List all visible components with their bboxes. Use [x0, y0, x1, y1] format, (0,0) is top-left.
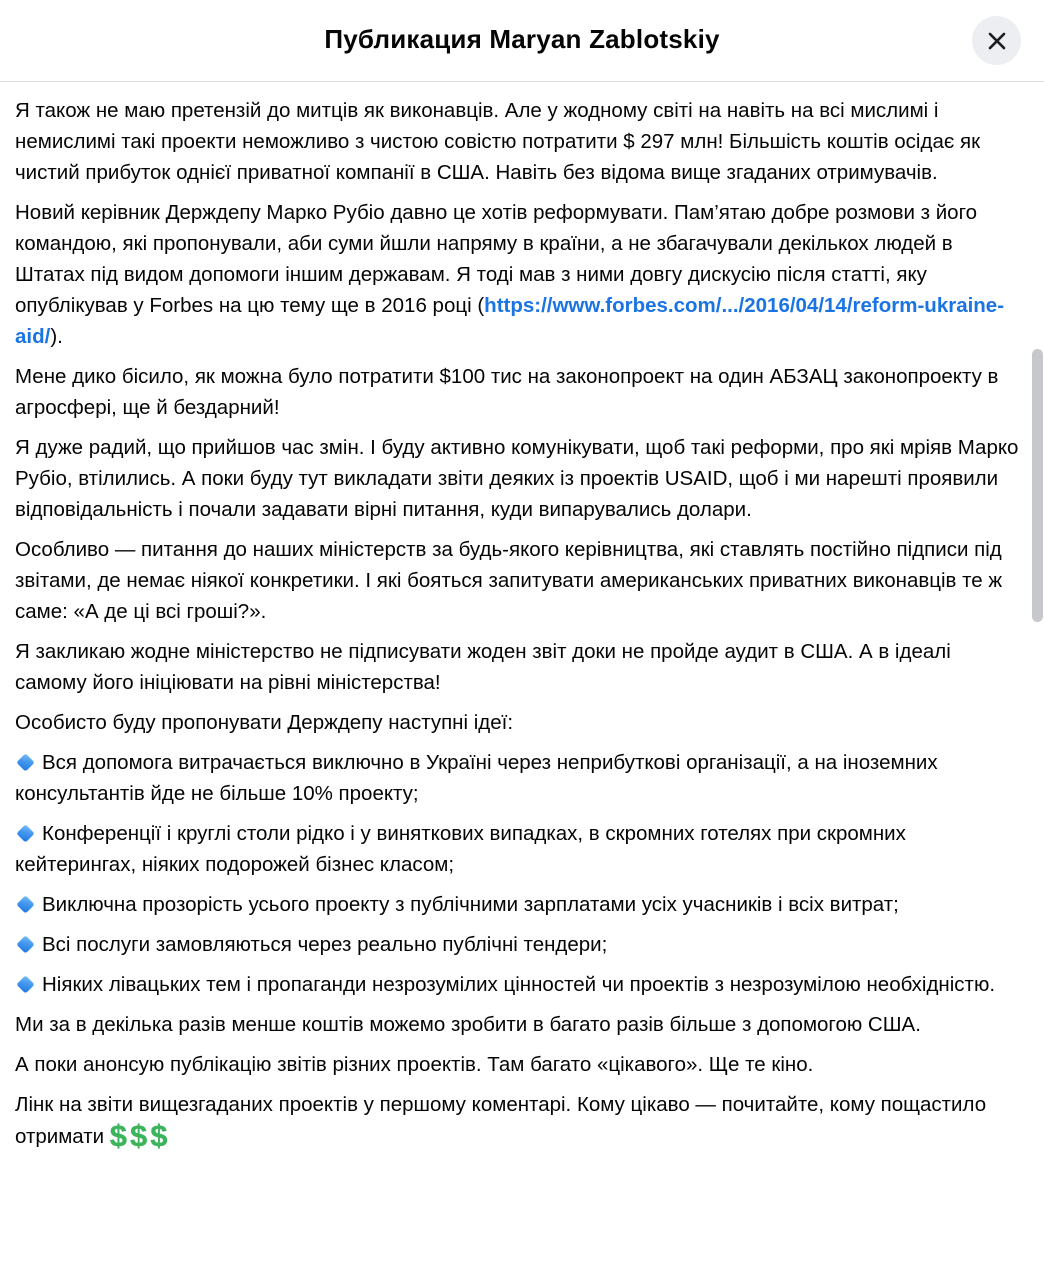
bullet-text: Виключна прозорість усього проекту з публічними зарплатами усіх учасників і всіх витрат;: [42, 893, 899, 916]
paragraph-2-tail: ).: [50, 325, 63, 348]
paragraph-2: [15, 197, 1022, 352]
paragraph-10-text: Лінк на звіти вищезгаданих проектів у першому коментарі. Кому цікаво — почитайте, кому пощастило отримати: [15, 1093, 987, 1148]
bullet-item: [15, 747, 1022, 809]
close-icon: [984, 28, 1010, 54]
bullet-item: [15, 818, 1022, 880]
paragraph-7: Особисто буду пропонувати Держдепу наступні ідеї:: [15, 711, 514, 734]
blue-diamond-icon: [16, 895, 34, 913]
dollar-signs: $$$: [109, 1118, 171, 1153]
bullet-item: [15, 889, 1022, 920]
post-body: [0, 82, 1044, 1152]
paragraph-6: Я закликаю жодне міністерство не підписувати жоден звіт доки не пройде аудит в США. А в ідеалі самому його ініціювати на рівні міністерства!: [15, 640, 951, 694]
bullet-text: Ніяких лівацьких тем і пропаганди незрозумілих цінностей чи проектів з незрозумілою необхідністю.: [42, 973, 996, 996]
paragraph-9: А поки анонсую публікацію звітів різних проектів. Там багато «цікавого». Ще те кіно.: [15, 1053, 814, 1076]
bullet-text: Всі послуги замовляються через реально публічні тендери;: [42, 933, 608, 956]
paragraph-4: Я дуже радий, що прийшов час змін. І буду активно комунікувати, щоб такі реформи, про які мріяв Марко Рубіо, втілились. А поки буду тут викладати звіти деяких із проектів USAID, щоб і ми нарешті проявили відповідальність і почали задавати вірні питання, куди випарувались долари.: [15, 436, 1019, 521]
bullet-item: [15, 929, 1022, 960]
paragraph-3: Мене дико бісило, як можна було потратити $100 тис на законопроект на один АБЗАЦ законопроекту в агросфері, ще й бездарний!: [15, 365, 999, 419]
paragraph-10: [15, 1089, 1022, 1152]
blue-diamond-icon: [16, 753, 34, 771]
close-button[interactable]: [972, 16, 1021, 65]
bullet-item: [15, 969, 1022, 1000]
paragraph-1: Я також не маю претензій до митців як виконавців. Але у жодному світі на навіть на всі мислимі і немислимі такі проекти неможливо з чистою совістю потратити $ 297 млн! Більшість коштів осідає як чистий прибуток однієї приватної компанії в США. Навіть без відома вище згаданих отримувачів.: [15, 99, 981, 184]
dialog-header: [0, 0, 1044, 82]
forbes-link[interactable]: https://www.forbes.com/.../2016/04/14/reform-ukraine-aid/: [15, 294, 1005, 348]
bullet-text: Вся допомога витрачається виключно в Україні через неприбуткові організації, а на іноземних консультантів йде не більше 10% проекту;: [15, 751, 938, 805]
paragraph-2-text: Новий керівник Держдепу Марко Рубіо давно це хотів реформувати. Пам’ятаю добре розмови з його командою, які пропонували, аби суми йшли напряму в країни, а не збагачували декількох людей в Штатах під видом допомоги іншим державам. Я тоді мав з ними довгу дискусію після статті, яку опублікував у Forbes на цю тему ще в 2016 році (: [15, 201, 977, 317]
bullet-text: Конференції і круглі столи рідко і у виняткових випадках, в скромних готелях при скромних кейтерингах, ніяких подорожей бізнес класом;: [15, 822, 906, 876]
blue-diamond-icon: [16, 975, 34, 993]
paragraph-5: Особливо — питання до наших міністерств за будь-якого керівництва, які ставлять постійно підписи під звітами, де немає ніякої конкретики. І які бояться запитувати американських приватних виконавців те ж саме: «А де ці всі гроші?».: [15, 538, 1003, 623]
paragraph-8: Ми за в декілька разів менше коштів можемо зробити в багато разів більше з допомогою США.: [15, 1013, 921, 1036]
page-title: Публикация Maryan Zablotskiy: [324, 24, 720, 54]
blue-diamond-icon: [16, 824, 34, 842]
blue-diamond-icon: [16, 935, 34, 953]
scrollbar-thumb[interactable]: [1032, 349, 1043, 622]
